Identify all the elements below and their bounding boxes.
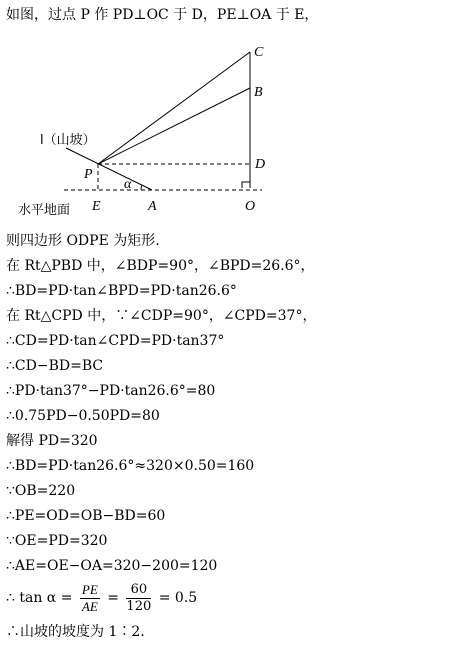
solution-line-4: 在 Rt△CPD 中，∵∠CDP=90°，∠CPD=37°， [6,308,317,324]
solution-line-2: 在 Rt△PBD 中，∠BDP=90°，∠BPD=26.6°， [6,258,315,274]
tan-prefix: ∴ tan α = [6,590,73,606]
solution-line-13: ∵OE=PD=320 [6,533,108,549]
label-b: B [254,85,263,100]
solution-line-10: ∴BD=PD·tan26.6°≈320×0.50=160 [6,458,255,474]
label-p: P [84,167,93,182]
solution-line-12: ∴PE=OD=OB−BD=60 [6,508,166,524]
solution-line-6: ∴CD−BD=BC [6,358,104,374]
angle-alpha-label: α [124,177,132,192]
solution-line-3: ∴BD=PD·tan∠BPD=PD·tan26.6° [6,283,237,299]
label-c: C [254,45,264,60]
solution-line-8: ∴0.75PD−0.50PD=80 [6,408,160,424]
fraction-pe-ae [80,582,100,615]
label-o: O [245,199,256,214]
ground-label: 水平地面 [18,203,71,218]
solution-line-7: ∴PD·tan37°−PD·tan26.6°=80 [6,383,216,399]
intro-text: 如图，过点 P 作 PD⊥OC 于 D，PE⊥OA 于 E， [6,7,319,23]
fraction-60-120 [126,582,151,615]
right-angle-mark [242,182,250,188]
solution-line-5: ∴CD=PD·tan∠CPD=PD·tan37° [6,333,225,349]
tan-result: = 0.5 [158,590,198,606]
fraction-numerator: 60 [126,582,151,599]
fraction-denominator: 120 [126,598,152,614]
equals-sign: = [107,590,119,606]
solution-line-1: 则四边形 ODPE 为矩形. [6,233,160,249]
segment-pb [98,88,250,164]
fraction-denominator: AE [81,598,98,614]
solution-line-16: ∴山坡的坡度为 1∶2. [6,624,145,640]
slope-label: l（山坡） [40,133,96,148]
label-e: E [92,199,101,214]
fraction-numerator: PE [81,581,98,597]
solution-line-11: ∵OB=220 [6,483,76,499]
solution-line-15 [6,580,197,616]
solution-line-14: ∴AE=OE−OA=320−200=120 [6,558,218,574]
solution-line-9: 解得 PD=320 [6,433,98,449]
label-a: A [148,199,157,214]
geometry-diagram [0,30,300,220]
segment-pc [98,52,250,164]
angle-arc [141,185,142,190]
slope-line [66,148,152,190]
label-d: D [255,157,266,172]
